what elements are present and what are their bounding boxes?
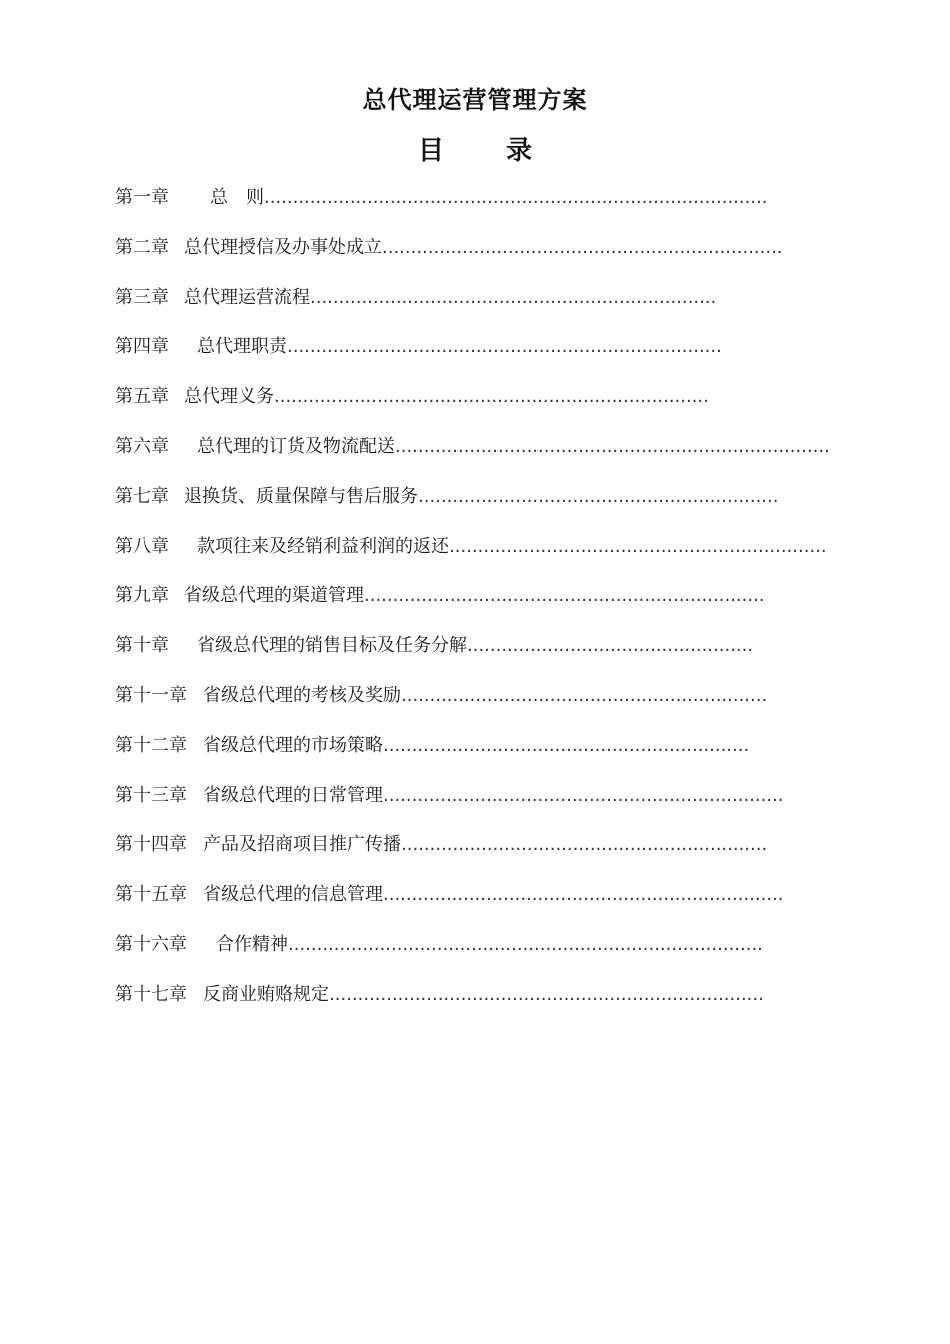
dot-leader: ........................................................................................ bbox=[264, 187, 768, 208]
chapter-number: 第五章 bbox=[115, 386, 169, 408]
chapter-title: 反商业贿赂规定 bbox=[203, 983, 329, 1005]
chapter-number: 第一章 bbox=[115, 187, 169, 208]
toc-item-1[interactable] bbox=[115, 183, 775, 233]
chapter-title: 总代理的订货及物流配送 bbox=[197, 435, 395, 457]
dot-leader: ............................................................................ bbox=[329, 983, 764, 1005]
chapter-number: 第十五章 bbox=[115, 884, 187, 906]
dot-leader: ............................................................... bbox=[418, 485, 779, 507]
toc-item-7[interactable] bbox=[115, 482, 779, 532]
dot-leader: ............................................................................ bbox=[287, 336, 722, 358]
chapter-title: 款项往来及经销利益利润的返还 bbox=[197, 535, 449, 557]
chapter-title: 总代理运营流程 bbox=[184, 286, 310, 308]
toc-item-6[interactable] bbox=[115, 432, 830, 482]
dot-leader: .................................................................. bbox=[449, 535, 827, 557]
toc-heading-char-1: 目 bbox=[417, 136, 444, 166]
chapter-title: 产品及招商项目推广传播 bbox=[203, 834, 401, 856]
chapter-number: 第四章 bbox=[115, 336, 169, 358]
chapter-title: 省级总代理的考核及奖励 bbox=[203, 684, 401, 706]
chapter-title: 省级总代理的信息管理 bbox=[203, 884, 383, 906]
chapter-number: 第十六章 bbox=[115, 933, 187, 955]
dot-leader: ...................................................................... bbox=[364, 585, 765, 607]
toc-item-15[interactable] bbox=[115, 880, 784, 930]
dot-leader: ............................................................................ bbox=[395, 435, 830, 457]
chapter-title: 省级总代理的日常管理 bbox=[203, 784, 383, 806]
chapter-number: 第八章 bbox=[115, 535, 169, 557]
dot-leader: ................................................................ bbox=[383, 734, 750, 756]
toc-item-5[interactable] bbox=[115, 382, 775, 432]
dot-leader: ............................................................................ bbox=[274, 386, 709, 408]
dot-leader: ...................................................................... bbox=[382, 236, 783, 258]
toc-item-16[interactable] bbox=[115, 930, 775, 980]
chapter-number: 第十章 bbox=[115, 635, 169, 657]
toc-item-12[interactable] bbox=[115, 731, 775, 781]
toc-heading bbox=[0, 130, 950, 167]
chapter-number: 第六章 bbox=[115, 435, 169, 457]
chapter-title: 合作精神 bbox=[216, 933, 288, 955]
dot-leader: ...................................................................... bbox=[383, 784, 784, 806]
dot-leader: ................................................................ bbox=[401, 684, 768, 706]
chapter-number: 第十一章 bbox=[115, 684, 187, 706]
dot-leader: ................................................................................... bbox=[288, 933, 763, 955]
dot-leader: ....................................................................... bbox=[310, 286, 717, 308]
toc-item-10[interactable] bbox=[115, 631, 775, 681]
dot-leader: .................................................. bbox=[467, 635, 754, 657]
chapter-title: 退换货、质量保障与售后服务 bbox=[184, 485, 418, 507]
chapter-title: 总 则 bbox=[210, 187, 264, 208]
chapter-title: 省级总代理的市场策略 bbox=[203, 734, 383, 756]
chapter-number: 第三章 bbox=[115, 286, 169, 308]
chapter-number: 第十二章 bbox=[115, 734, 187, 756]
chapter-title: 总代理职责 bbox=[197, 336, 287, 358]
toc-item-11[interactable] bbox=[115, 681, 775, 731]
toc-item-14[interactable] bbox=[115, 830, 775, 880]
toc-item-8[interactable] bbox=[115, 532, 827, 582]
dot-leader: ................................................................ bbox=[401, 834, 768, 856]
toc-item-9[interactable] bbox=[115, 581, 775, 631]
chapter-number: 第九章 bbox=[115, 585, 169, 607]
chapter-number: 第十四章 bbox=[115, 834, 187, 856]
chapter-number: 第十三章 bbox=[115, 784, 187, 806]
dot-leader: ...................................................................... bbox=[383, 884, 784, 906]
toc-item-2[interactable] bbox=[115, 233, 783, 283]
chapter-number: 第二章 bbox=[115, 236, 169, 258]
toc-heading-char-2: 录 bbox=[506, 136, 533, 166]
toc-item-4[interactable] bbox=[115, 332, 775, 382]
chapter-number: 第十七章 bbox=[115, 983, 187, 1005]
toc-list bbox=[115, 183, 830, 1030]
toc-item-3[interactable] bbox=[115, 283, 775, 333]
chapter-number: 第七章 bbox=[115, 485, 169, 507]
toc-item-17[interactable] bbox=[115, 980, 775, 1030]
chapter-title: 省级总代理的渠道管理 bbox=[184, 585, 364, 607]
chapter-title: 总代理授信及办事处成立 bbox=[184, 236, 382, 258]
chapter-title: 总代理义务 bbox=[184, 386, 274, 408]
document-title: 总代理运营管理方案 bbox=[362, 86, 588, 114]
chapter-title: 省级总代理的销售目标及任务分解 bbox=[197, 635, 467, 657]
toc-item-13[interactable] bbox=[115, 781, 784, 831]
